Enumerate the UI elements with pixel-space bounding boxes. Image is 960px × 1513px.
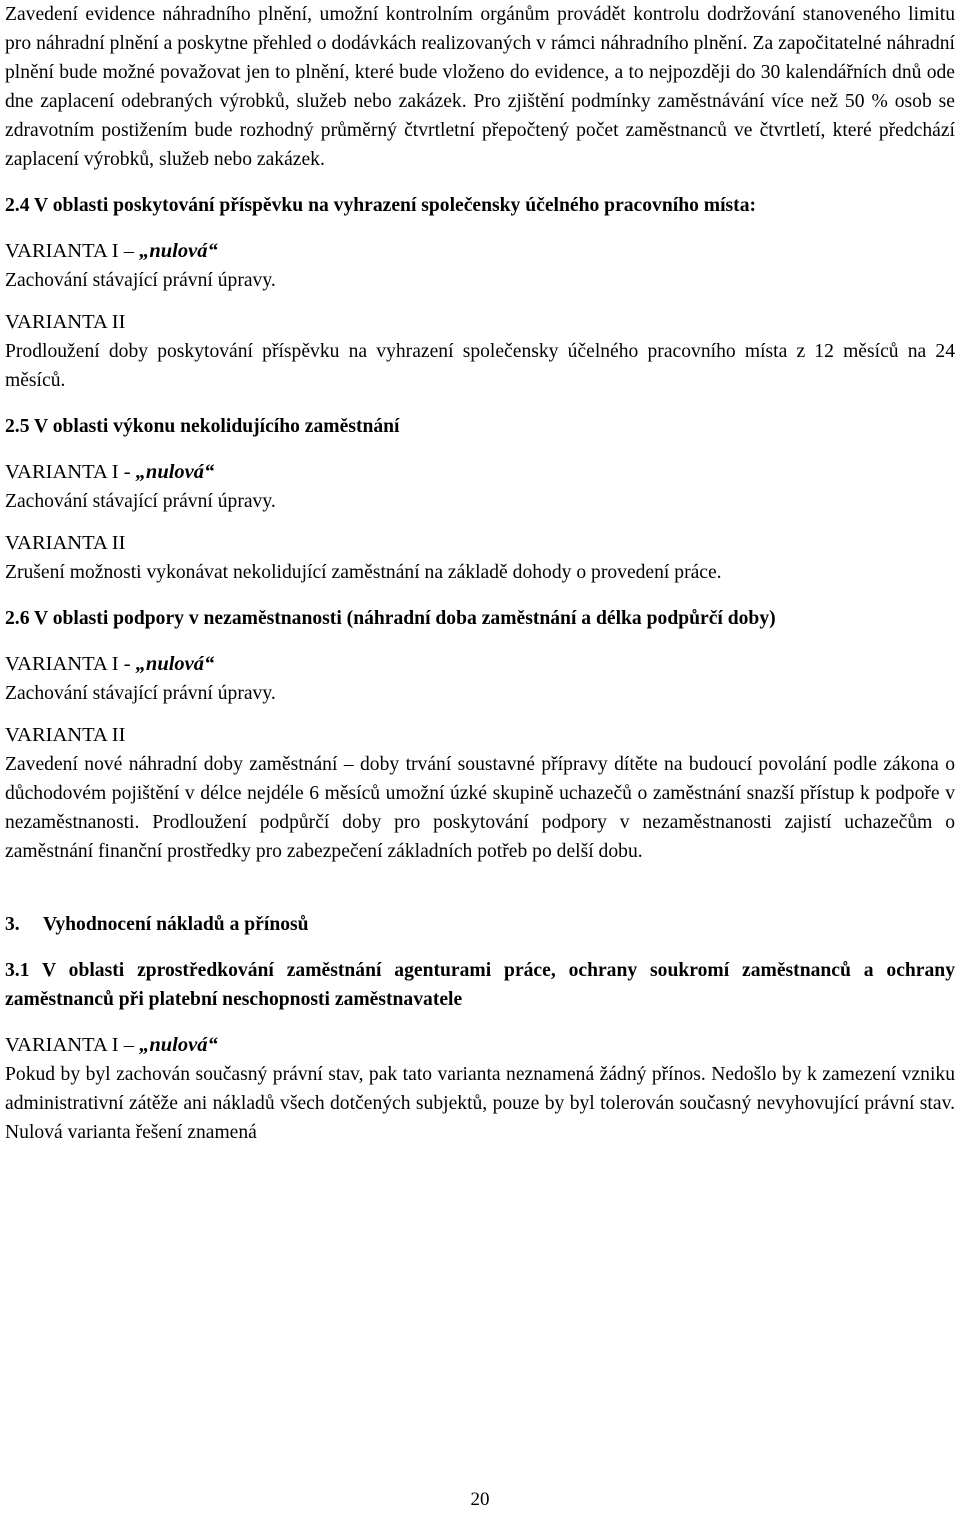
variant-nul-label: „nulová“ <box>139 1034 218 1056</box>
variant-label: VARIANTA I - <box>5 653 136 675</box>
section-2-6-heading: 2.6 V oblasti podpory v nezaměstnanosti (náhradní doba zaměstnání a délka podpůrčí doby) <box>5 608 776 629</box>
section-2-4-variant1-text: Zachování stávající právní úpravy. <box>5 270 276 291</box>
document-page <box>5 0 955 1147</box>
section-2-5-variant1-title <box>5 458 955 487</box>
variant-label: VARIANTA I – <box>5 240 140 262</box>
section-2-4-variant1-title <box>5 237 955 266</box>
variant-nul-label: „nulová“ <box>135 653 215 675</box>
section-3-1-variant1-text: Pokud by byl zachován současný právní stav, pak tato varianta neznamená žádný přínos. Nedošlo by k zamezení vzniku administrativní zátěže ani nákladů všech dotčených subjektů, pouze by byl tolerován současný nevyhovující právní stav. Nulová varianta řešení znamená <box>5 1064 955 1143</box>
page-number: 20 <box>470 1489 490 1510</box>
section-3-1-variant1-title <box>5 1031 955 1060</box>
section-2-5-variant2-title: VARIANTA II <box>5 532 126 554</box>
intro-paragraph: Zavedení evidence náhradního plnění, umožní kontrolním orgánům provádět kontrolu dodržování stanoveného limitu pro náhradní plnění a poskytne přehled o dodávkách realizovaných v rámci náhradního plnění. Za započitatelné náhradní plnění bude možné považovat jen to plnění, které bude vloženo do evidence, a to nejpozději do 30 kalendářních dnů ode dne zaplacení odebraných výrobků, služeb nebo zakázek. Pro zjištění podmínky zaměstnávání více než 50 % osob se zdravotním postižením bude rozhodný průměrný čtvrtletní přepočtený počet zaměstnanců ve čtvrtletí, které předchází zaplacení výrobků, služeb nebo zakázek. <box>5 4 955 170</box>
variant-nul-label: „nulová“ <box>139 240 218 262</box>
section-2-6-variant2-text: Zavedení nové náhradní doby zaměstnání – doby trvání soustavné přípravy dítěte na budoucí povolání podle zákona o důchodovém pojištění v délce nejdéle 6 měsíců umožní úzké skupině uchazečů o zaměstnání snazší přístup k podpoře v nezaměstnanosti. Prodloužení podpůrčí doby pro poskytování podpory v nezaměstnanosti zajistí uchazečům o zaměstnání finanční prostředky pro zabezpečení základních potřeb po delší dobu. <box>5 754 955 862</box>
variant-label: VARIANTA I – <box>5 1034 140 1056</box>
section-3-heading <box>5 910 955 939</box>
section-2-4-variant2-text: Prodloužení doby poskytování příspěvku na vyhrazení společensky účelného pracovního místa z 12 měsíců na 24 měsíců. <box>5 341 955 391</box>
section-2-4-variant2-title: VARIANTA II <box>5 311 126 333</box>
section-2-5-variant1-text: Zachování stávající právní úpravy. <box>5 491 276 512</box>
variant-label: VARIANTA I - <box>5 461 136 483</box>
section-2-6-variant2-title: VARIANTA II <box>5 724 126 746</box>
section-3-number: 3. <box>5 914 20 935</box>
section-2-4-heading: 2.4 V oblasti poskytování příspěvku na vyhrazení společensky účelného pracovního místa: <box>5 195 757 216</box>
section-2-6-variant1-title <box>5 650 955 679</box>
section-3-1-heading: 3.1 V oblasti zprostředkování zaměstnání agenturami práce, ochrany soukromí zaměstnanců a ochrany zaměstnanců při platební neschopnosti zaměstnavatele <box>5 960 955 1010</box>
section-2-6-variant1-text: Zachování stávající právní úpravy. <box>5 683 276 704</box>
section-3-title: Vyhodnocení nákladů a přínosů <box>43 914 309 935</box>
section-2-5-variant2-text: Zrušení možnosti vykonávat nekolidující zaměstnání na základě dohody o provedení práce. <box>5 562 722 583</box>
section-2-5-heading: 2.5 V oblasti výkonu nekolidujícího zaměstnání <box>5 416 400 437</box>
variant-nul-label: „nulová“ <box>135 461 215 483</box>
